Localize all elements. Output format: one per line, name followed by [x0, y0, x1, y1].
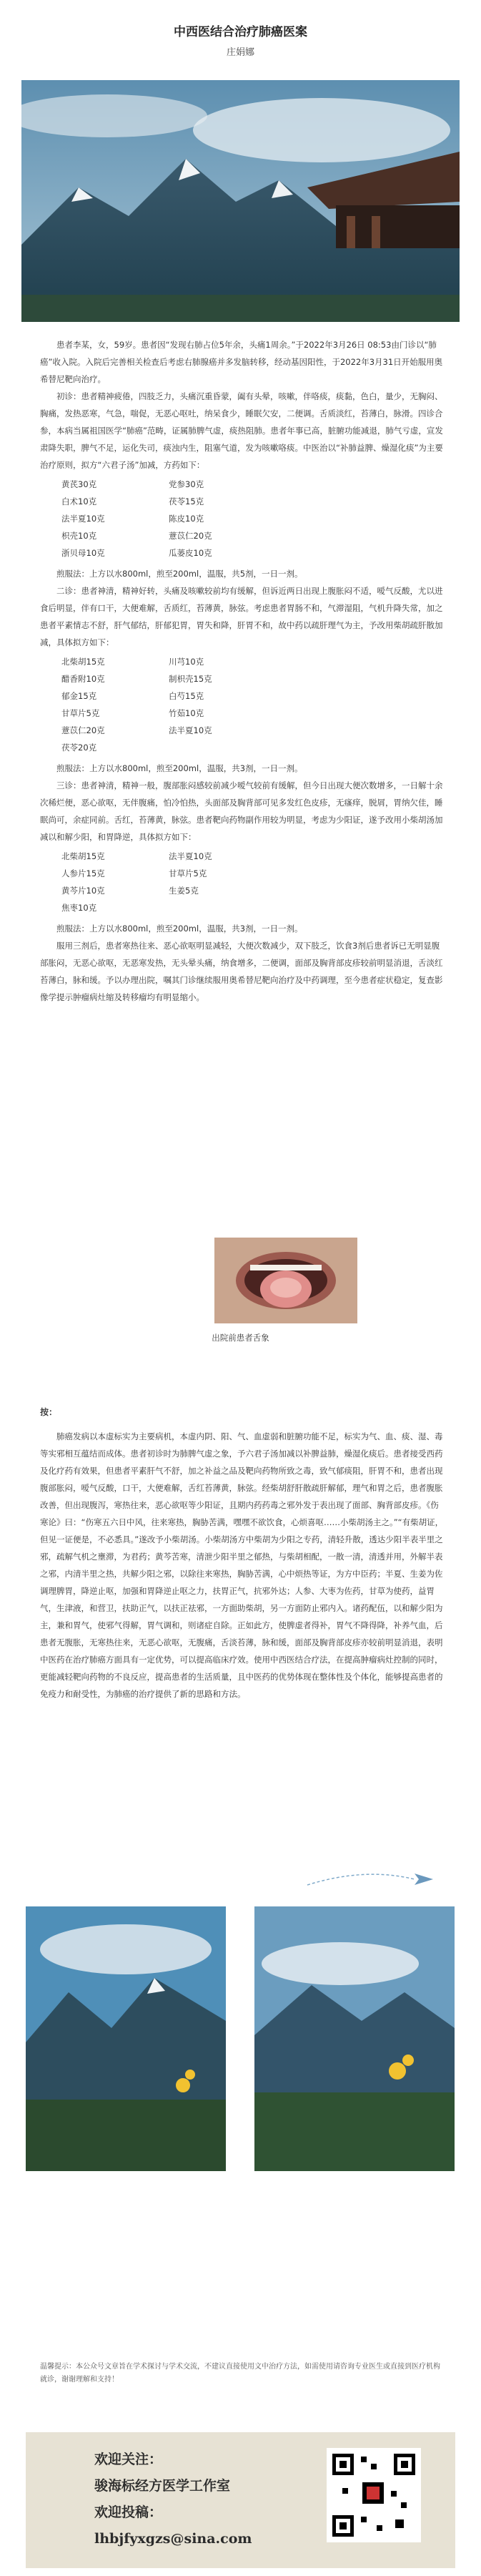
herb-item: 人参片15克	[61, 868, 105, 878]
herb-item: 黄芩片10克	[61, 886, 105, 896]
herb-item: 竹茹10克	[169, 708, 204, 718]
herb-item: 法半夏10克	[169, 725, 212, 735]
herb-item: 北柴胡15克	[61, 657, 105, 667]
mountain-photo-left	[26, 1906, 226, 2171]
herb-item: 党参30克	[169, 479, 204, 489]
prescription-3	[61, 848, 445, 916]
herb-item: 甘草片5克	[169, 868, 207, 878]
herb-item: 陈皮10克	[169, 514, 204, 524]
herb-item: 茯苓15克	[169, 496, 204, 506]
herb-item: 白芍15克	[169, 691, 204, 701]
third-visit-text: 三诊：患者神清，精神一般，腹部胀闷感较前减少嗳气较前有缓解，但今日出现大便次数增多，一日解十余次稀烂便，恶心欲呕，无伴腹痛，怕冷怕热，头面部及胸背部可见多发红色皮疹，无瘙痒，脱屑，胃纳欠佳，睡眠尚可，余症同前。舌红，苔薄黄，脉弦。患者靶向药物副作用较为明显，考虑为少阳证，遂予改用小柴胡汤加减以和解少阳，和胃降逆，具体拟方如下：	[40, 780, 443, 842]
commentary-paragraph: 肺癌发病以本虚标实为主要病机，本虚内阴、阳、气、血虚弱和脏腑功能不足，标实为气、血、痰、湿、毒等实邪相互蕴结而成体。患者初诊时为肺脾气虚之象，予六君子汤加减以补脾益肺，燥湿化痰后。患者接受西药及化疗药有效果，但患者平素肝气不舒，加之补益之品及靶向药物所致之毒，致气郁痰阻，肝胃不和，患者出现腹部胀闷，嗳气反酸，口干，大便难解，舌红苔薄黄，脉弦。经柴胡舒肝散疏肝解郁，理气和胃之后，患者腹胀改善，但出现腹泻，寒热往来，恶心欲呕等少阳证，且期内药药毒之邪外发于表出现了面部、胸背部皮疹。《伤寒论》曰：“伤寒五六日中风，往来寒热，胸胁苦满，嘿嘿不欲饮食，心烦喜呕……小柴胡汤主之。”“有柴胡证，但见一证便是，不必悉具。”遂改予小柴胡汤。小柴胡汤方中柴胡为少阳之专药，清轻升散，透达少阳半表半里之邪，疏解气机之壅滞，为君药；黄芩苦寒，清泄少阳半里之郁热，与柴胡相配，一散一清，清透并用，外解半表之邪，内清半里之热，共解少阳之邪，以除往来寒热，胸胁苦满，心中烦热等证，为方中臣药；半夏、生姜为佐调理脾胃，降逆止呕，加强和胃降逆止呕之力，扶胃正气，抗邪外达；人参、大枣为佐药，甘草为使药，益胃气，生津液，和营卫，扶助正气，以扶正祛邪，一方面助柴胡，另一方面防止邪内入。诸药配伍，以和解少阳为主，兼和胃气，使邪气得解，胃气调和，则诸症自除。正如此方，使脾虚者得补，胃气不降得降，补养气血，后患者无腹胀，无寒热往来，无恶心欲呕，无腹痛，舌淡苔薄，脉和缓，面部及胸背部皮疹亦较前明显消退，表明中医药在治疗肺癌方面具有一定优势，可以提高临床疗效。使用中西医结合疗法，在提高肿瘤病灶控制的同时，更能减轻靶向药物的不良反应，提高患者的生活质量，且中医药的优势体现在整体性及个体化，能够提高患者的免疫力和耐受性，为肺癌的治疗提供了新的思路和方法。	[40, 1431, 444, 1699]
article-author: 庄娟娜	[226, 47, 254, 58]
herb-item: 茯苓20克	[61, 743, 97, 753]
case-content	[40, 336, 445, 1006]
disclaimer-text: 温馨提示：本公众号文章旨在学术探讨与学术交流，不建议直接使用文中治疗方法，如需使用请咨询专业医生或直接到医疗机构就诊，谢谢理解和支持！	[40, 2363, 440, 2384]
footer-follow-label: 欢迎关注：	[94, 2452, 163, 2467]
herb-item: 焦枣10克	[61, 903, 97, 913]
commentary-heading: 按：	[40, 1407, 58, 1417]
herb-item: 甘草片5克	[61, 708, 100, 718]
herb-item: 白术10克	[61, 496, 97, 506]
decorative-plane-icon	[300, 1864, 443, 1892]
photo-caption: 出院前患者舌象	[212, 1333, 269, 1343]
footer-submit-label: 欢迎投稿：	[94, 2504, 163, 2520]
herb-item: 瓜蒌皮10克	[169, 548, 212, 558]
tongue-photo	[214, 1238, 357, 1323]
footer-email[interactable]: lhbjfyxgzs@sina.com	[94, 2531, 252, 2547]
hero-mountain-image	[21, 80, 460, 322]
case-intro: 患者李某，女，59岁。患者因“发现右肺占位5年余，头痛1周余。”于2022年3月26日 08:53由门诊以“肺癌”收入院。入院后完善相关检查后考虑右肺腺癌并多发脑转移，经动基因阳性，于2022年3月31日开始服用奥希替尼靶向治疗。	[40, 340, 443, 384]
footer-text	[94, 2447, 252, 2552]
herb-item: 法半夏10克	[61, 514, 105, 524]
qr-code-image[interactable]	[327, 2448, 421, 2542]
second-visit-text: 二诊：患者神清，精神好转，头痛及咳嗽较前均有缓解，但诉近两日出现上腹胀闷不适，嗳气反酸，尤以进食后明显，伴有口干，大便难解，舌质红，苔薄黄，脉弦。考虑患者胃肠不和，气滞湿阻，气机升降失常，加之患者平素情志不舒，肝气郁结，肝郁犯胃，胃失和降，肝胃不和，故中药以疏肝理气为主，予改用柴胡疏肝散加减，具体拟方如下：	[40, 586, 443, 647]
herb-item: 浙贝母10克	[61, 548, 105, 558]
footer-banner	[26, 2432, 455, 2568]
mountain-photo-right	[254, 1906, 455, 2171]
herb-item: 黄芪30克	[61, 479, 97, 489]
prescription-2	[61, 654, 445, 755]
herb-item: 郁金15克	[61, 691, 97, 701]
first-visit-text: 初诊：患者精神疲倦，四肢乏力，头痛沉重昏蒙，阖有头晕，咳嗽，伴咯痰，痰黏，色白，量少，无胸闷、胸痛，发热恶寒，气急，喘促，无恶心呕吐，纳呆食少，睡眠欠安，二便调。舌质淡红，苔薄白，脉滑。四诊合参，本病当属祖国医学“肺癌”范畴，证属肺脾气虚，痰热阻肺。患者年事已高，脏腑功能减退，肺气亏虚，宣发肃降失职，脾气不足，运化失司，痰浊内生，阻塞气道，发为咳嗽咯痰。中医治以“补肺益脾、燥湿化痰”为主要治疗原则，拟方“六君子汤”加减，方药如下：	[40, 391, 443, 470]
herb-item: 生姜5克	[169, 886, 199, 896]
herb-item: 法半夏10克	[169, 851, 212, 861]
article-title: 中西医结合治疗肺癌医案	[174, 25, 307, 39]
prescription-1	[61, 476, 445, 561]
herb-item: 制枳壳15克	[169, 674, 212, 684]
rx2-dosage: 煎服法：上方以水800ml，煎至200ml，温服，共3剂，一日一剂。	[56, 763, 303, 773]
herb-item: 枳壳10克	[61, 531, 97, 541]
footer-studio-name: 骏海标经方医学工作室	[94, 2478, 231, 2494]
herb-item: 醋香附10克	[61, 674, 105, 684]
herb-item: 薏苡仁20克	[169, 531, 212, 541]
followup-text: 服用三剂后，患者寒热往来、恶心欲呕明显减轻，大便次数减少，双下肢乏，饮食3剂后患者诉已无明显腹部胀闷，无恶心欲呕，无恶寒发热，无头晕头痛，纳食增多，二便调，面部及胸背部皮疹较前明显消退，舌淡红苔薄白，脉和缓。予以办理出院，嘱其门诊继续服用奥希替尼靶向治疗及中药调理，至今患者症状稳定，复查影像学提示肿瘤病灶缩及转移瘤均有明显缩小。	[40, 941, 443, 1002]
herb-item: 薏苡仁20克	[61, 725, 105, 735]
commentary-body	[40, 1428, 445, 1703]
rx1-dosage: 煎服法：上方以水800ml，煎至200ml，温服，共5剂，一日一剂。	[56, 569, 303, 579]
herb-item: 川芎10克	[169, 657, 204, 667]
herb-item: 北柴胡15克	[61, 851, 105, 861]
rx3-dosage: 煎服法：上方以水800ml，煎至200ml，温服，共3剂，一日一剂。	[56, 924, 303, 934]
